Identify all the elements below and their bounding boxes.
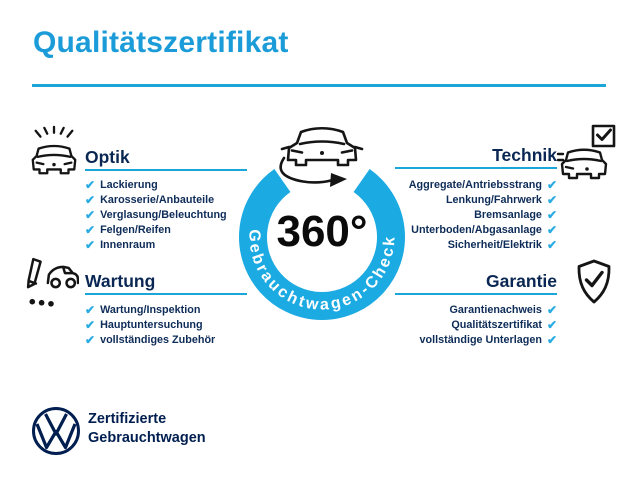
checklist-item <box>85 223 227 238</box>
check-icon: ✔ <box>85 223 96 238</box>
checklist-label: vollständige Unterlagen <box>419 333 542 346</box>
checklist-label: Karosserie/Anbauteile <box>100 193 215 206</box>
checklist-label: vollständiges Zubehör <box>100 333 216 346</box>
checklist-optik <box>85 177 227 253</box>
footer-line2: Gebrauchtwagen <box>88 430 206 446</box>
title-divider <box>32 84 606 87</box>
check-icon: ✔ <box>546 317 557 332</box>
checklist-item <box>85 238 227 253</box>
checklist-item <box>85 317 215 332</box>
page-title: Qualitätszertifikat <box>33 26 289 59</box>
badge-center-label: 360° <box>276 207 368 256</box>
checklist-item <box>85 302 215 317</box>
checklist-label: Sicherheit/Elektrik <box>447 239 542 252</box>
checklist-wartung <box>85 302 215 348</box>
check-icon: ✔ <box>85 192 96 207</box>
checklist-item <box>340 207 557 222</box>
check-icon: ✔ <box>85 332 96 347</box>
checklist-label: Verglasung/Beleuchtung <box>100 208 227 221</box>
shield-check-icon <box>574 259 614 305</box>
checklist-item <box>340 192 557 207</box>
check-icon: ✔ <box>546 177 557 192</box>
checklist-item <box>85 177 227 192</box>
checklist-item <box>340 302 557 317</box>
vw-logo <box>30 405 82 457</box>
checklist-label: Qualitätszertifikat <box>451 318 542 331</box>
check-icon: ✔ <box>85 238 96 253</box>
checklist-item <box>85 192 227 207</box>
footer-line1: Zertifizierte <box>88 411 167 427</box>
footer-claim <box>88 410 206 448</box>
section-label: Optik <box>85 147 130 167</box>
car-front-shine-icon <box>27 125 81 181</box>
section-label: Garantie <box>486 271 557 291</box>
checklist-item <box>340 317 557 332</box>
checklist-label: Lenkung/Fahrwerk <box>445 193 542 206</box>
check-icon: ✔ <box>546 302 557 317</box>
checklist-item <box>340 238 557 253</box>
car-checkbox-icon <box>556 124 618 182</box>
checklist-label: Unterboden/Abgasanlage <box>411 224 542 237</box>
check-icon: ✔ <box>546 238 557 253</box>
checklist-technik <box>340 177 557 253</box>
checklist-item <box>340 177 557 192</box>
section-header-garantie <box>395 271 557 295</box>
check-icon: ✔ <box>546 223 557 238</box>
check-icon: ✔ <box>85 207 96 222</box>
pen-checklist-car-icon <box>25 256 79 310</box>
check-icon: ✔ <box>85 177 96 192</box>
checklist-label: Aggregate/Antriebsstrang <box>408 178 542 191</box>
checklist-label: Lackierung <box>100 178 158 191</box>
checklist-label: Wartung/Inspektion <box>100 303 201 316</box>
check-icon: ✔ <box>85 317 96 332</box>
checklist-item <box>85 207 227 222</box>
check-icon: ✔ <box>546 332 557 347</box>
checklist-item <box>340 332 557 347</box>
section-label: Technik <box>492 145 557 165</box>
section-header-wartung <box>85 271 247 295</box>
checklist-garantie <box>340 302 557 348</box>
check-icon: ✔ <box>85 302 96 317</box>
check-icon: ✔ <box>546 192 557 207</box>
car-360-rotation-icon <box>281 128 362 182</box>
badge-ring-label: Gebrauchtwagen-Check <box>245 229 399 314</box>
section-header-optik <box>85 147 247 171</box>
check-icon: ✔ <box>546 207 557 222</box>
checklist-item <box>340 223 557 238</box>
checklist-item <box>85 332 215 347</box>
checklist-label: Garantienachweis <box>449 303 542 316</box>
checklist-label: Felgen/Reifen <box>100 224 171 237</box>
section-header-technik <box>395 145 557 169</box>
checklist-label: Bremsanlage <box>474 208 542 221</box>
checklist-label: Innenraum <box>100 239 156 252</box>
section-label: Wartung <box>85 271 156 291</box>
checklist-label: Hauptuntersuchung <box>100 318 203 331</box>
